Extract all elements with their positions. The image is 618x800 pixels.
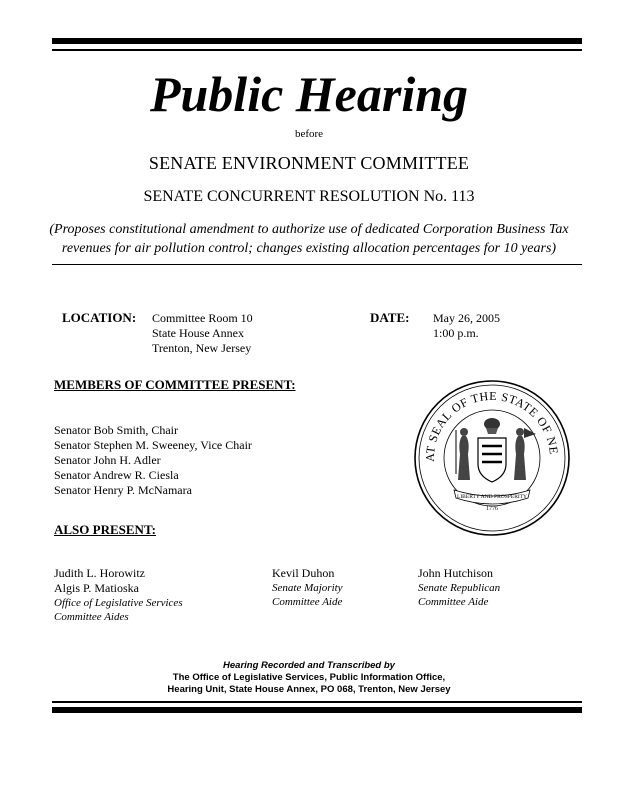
member-item: Senator John H. Adler	[54, 453, 161, 467]
staff-name: John Hutchison	[418, 566, 493, 580]
location-line-3: Trenton, New Jersey	[152, 341, 252, 355]
staff-name: Judith L. Horowitz	[54, 566, 145, 580]
footer-line-1: Hearing Recorded and Transcribed by	[223, 660, 395, 671]
staff-role: Office of Legislative Services	[54, 597, 183, 609]
also-present-col-1	[54, 566, 183, 624]
description-line-2: revenues for air pollution control; changes existing allocation percentages for 10 years)	[61, 241, 557, 256]
description-line-1: (Proposes constitutional amendment to authorize use of dedicated Corporation Business Tax	[49, 222, 569, 237]
state-seal	[412, 378, 572, 538]
member-item: Senator Bob Smith, Chair	[54, 423, 178, 437]
location-line-2: State House Annex	[152, 326, 244, 340]
seal-ring-text: AT SEAL OF THE STATE OF NE	[422, 388, 561, 462]
date-value: May 26, 2005	[433, 311, 500, 325]
seal-motto: LIBERTY AND PROSPERITY	[456, 494, 528, 500]
time-value: 1:00 p.m.	[433, 326, 479, 340]
before-label: before	[294, 128, 324, 140]
staff-role: Committee Aide	[418, 596, 489, 608]
members-list	[54, 423, 252, 498]
members-heading: MEMBERS OF COMMITTEE PRESENT:	[54, 377, 296, 392]
staff-role: Committee Aides	[54, 611, 129, 623]
staff-role: Senate Republican	[418, 582, 501, 594]
bottom-rule-thick	[52, 707, 582, 713]
date-label: DATE:	[370, 310, 410, 325]
staff-role: Senate Majority	[272, 582, 343, 594]
header-divider	[52, 264, 582, 265]
date-block	[433, 311, 500, 341]
staff-role: Committee Aide	[272, 596, 343, 608]
staff-name: Algis P. Matioska	[54, 581, 140, 595]
also-present-heading: ALSO PRESENT:	[54, 522, 156, 537]
footer-line-2: The Office of Legislative Services, Public Information Office,	[172, 672, 446, 683]
also-present-col-2	[272, 566, 343, 609]
top-rule-thick	[52, 38, 582, 44]
member-item: Senator Andrew R. Ciesla	[54, 468, 179, 482]
page-title: Public Hearing	[149, 66, 469, 122]
also-present-col-3	[418, 566, 500, 609]
member-item: Senator Stephen M. Sweeney, Vice Chair	[54, 438, 252, 452]
resolution-title: SENATE CONCURRENT RESOLUTION No. 113	[143, 188, 475, 205]
member-item: Senator Henry P. McNamara	[54, 483, 192, 497]
resolution-description	[0, 220, 618, 258]
footer-line-3: Hearing Unit, State House Annex, PO 068, Trenton, New Jersey	[167, 684, 451, 695]
seal-year: 1776	[486, 506, 498, 512]
bottom-rule-thin	[52, 701, 582, 703]
location-block	[152, 311, 253, 356]
transcription-credit	[0, 660, 618, 696]
location-label: LOCATION:	[62, 310, 137, 325]
staff-name: Kevil Duhon	[272, 566, 335, 580]
location-line-1: Committee Room 10	[152, 311, 253, 325]
seal-icon	[412, 378, 572, 538]
committee-name: SENATE ENVIRONMENT COMMITTEE	[148, 153, 470, 173]
top-rule-thin	[52, 49, 582, 51]
